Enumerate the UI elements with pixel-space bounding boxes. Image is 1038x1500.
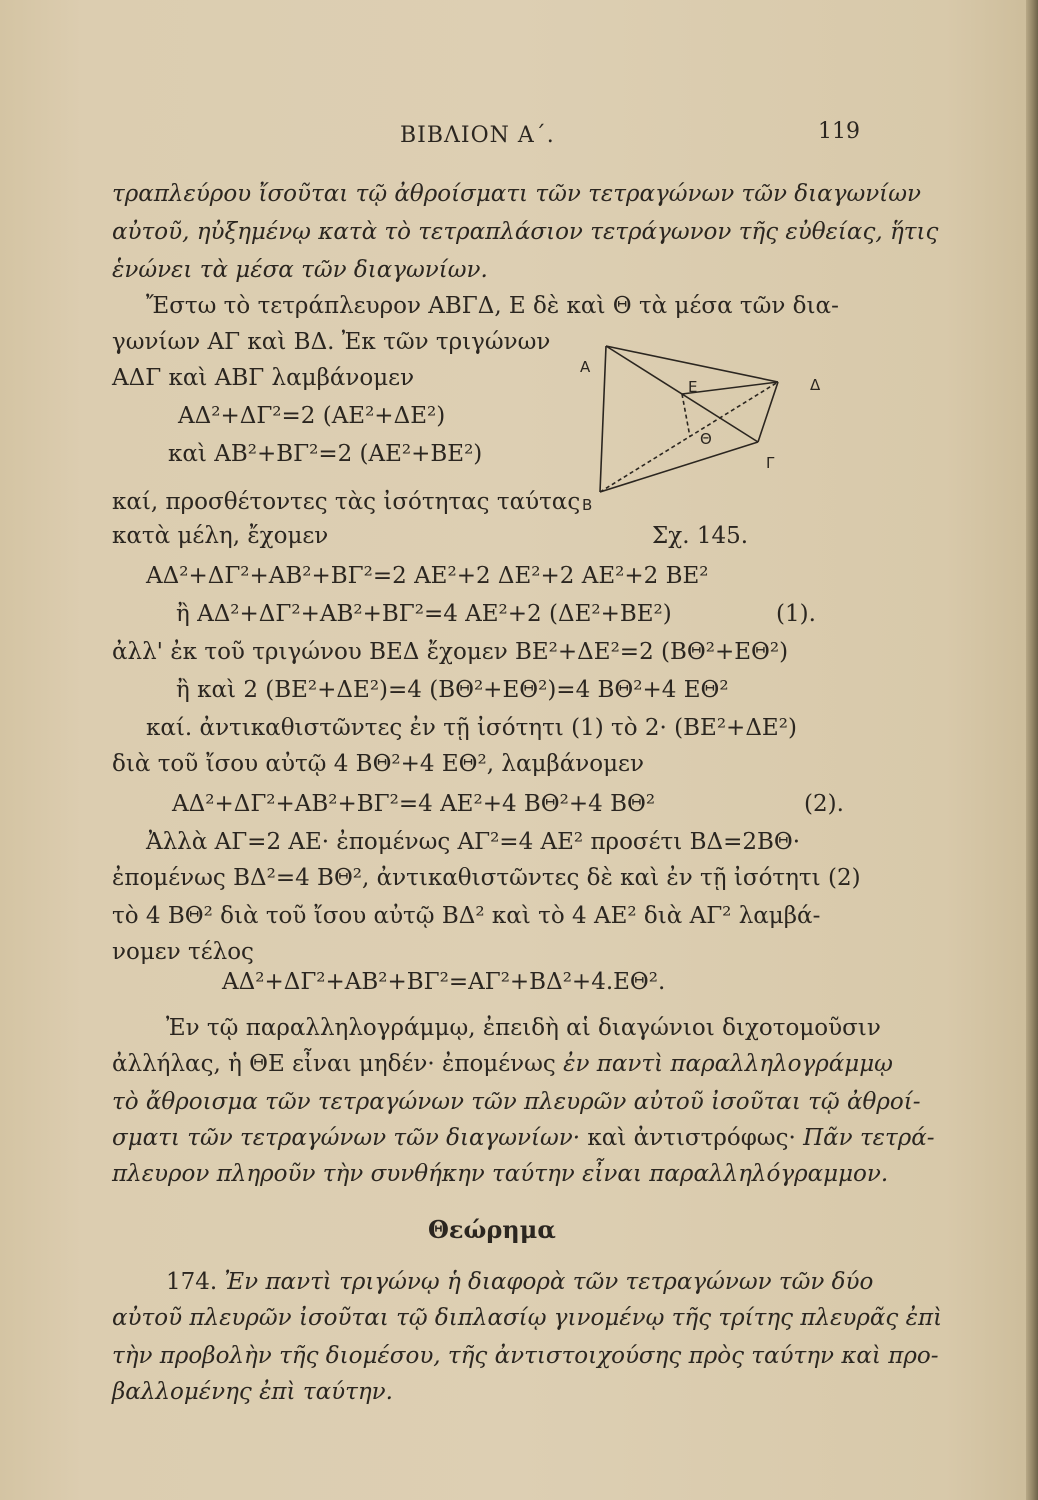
text-line-4: Ἔστω τὸ τετράπλευρον ΑΒΓΔ, Ε δὲ καὶ Θ τὰ μέσα τῶν δια-	[146, 293, 839, 319]
text-line-9: καί, προσθέτοντες τὰς ἰσότητας ταύτας	[112, 489, 581, 515]
text-line-24-plain: ἀλλήλας, ἡ ΘΕ εἶναι μηδέν· ἐπομένως	[112, 1051, 556, 1077]
text-line-24	[112, 1050, 893, 1078]
side-BA	[600, 346, 606, 492]
side-DG	[758, 382, 778, 442]
text-line-3: ἑνώνει τὰ μέσα τῶν διαγωνίων.	[112, 257, 488, 283]
text-line-15: καί. ἀντικαθιστῶντες ἐν τῇ ἰσότητι (1) τὸ 2· (ΒΕ²+ΔΕ²)	[146, 715, 797, 741]
theorem-line-2: αὐτοῦ πλευρῶν ἰσοῦται τῷ διπλασίῳ γινομένῳ τῆς τρίτης πλευρᾶς ἐπὶ	[112, 1305, 943, 1331]
label-D: Δ	[810, 376, 821, 394]
segment-E-TH	[682, 394, 690, 437]
equation-6-number: (2).	[804, 791, 844, 817]
equation-1: ΑΔ²+ΔΓ²=2 (ΑΕ²+ΔΕ²)	[178, 403, 446, 429]
equation-4-number: (1).	[776, 601, 816, 627]
theorem-text-1: Ἐν παντὶ τριγώνῳ ἡ διαφορὰ τῶν τετραγώνων τῶν δύο	[224, 1269, 874, 1295]
equation-2: καὶ ΑΒ²+ΒΓ²=2 (ΑΕ²+ΒΕ²)	[168, 441, 483, 467]
figure-caption: Σχ. 145.	[652, 523, 749, 549]
text-line-6: ΑΔΓ καὶ ΑΒΓ λαμβάνομεν	[112, 365, 415, 391]
side-AD	[606, 346, 778, 382]
label-TH: Θ	[700, 430, 712, 448]
equation-5: ἢ καὶ 2 (ΒΕ²+ΔΕ²)=4 (ΒΘ²+ΕΘ²)=4 ΒΘ²+4 ΕΘ²	[176, 677, 729, 703]
page-edge	[1026, 0, 1038, 1500]
label-A: Α	[580, 358, 591, 376]
text-line-1: τραπλεύρου ἴσοῦται τῷ ἀθροίσματι τῶν τετραγώνων τῶν διαγωνίων	[112, 181, 921, 207]
text-line-16: διὰ τοῦ ἴσου αὐτῷ 4 ΒΘ²+4 ΕΘ², λαμβάνομεν	[112, 751, 644, 777]
section-heading: Θεώρημα	[428, 1215, 556, 1244]
label-B: Β	[582, 496, 593, 512]
equation-7: ΑΔ²+ΔΓ²+ΑΒ²+ΒΓ²=ΑΓ²+ΒΔ²+4.ΕΘ².	[222, 969, 666, 995]
text-line-20: τὸ 4 ΒΘ² διὰ τοῦ ἴσου αὐτῷ ΒΔ² καὶ τὸ 4 ΑΕ² διὰ ΑΓ² λαμβά-	[112, 903, 821, 929]
text-line-24-italic: ἐν παντὶ παραλληλογράμμῳ	[563, 1051, 893, 1077]
text-line-25: τὸ ἄθροισμα τῶν τετραγώνων τῶν πλευρῶν αὐτοῦ ἰσοῦται τῷ ἀθροί-	[112, 1089, 921, 1115]
theorem-number: 174.	[166, 1269, 218, 1295]
running-header: ΒΙΒΛΙΟΝ Α΄.	[400, 123, 555, 148]
text-line-10: κατὰ μέλη, ἔχομεν	[112, 523, 329, 549]
text-line-23: Ἐν τῷ παραλληλογράμμῳ, ἐπειδὴ αἱ διαγώνιοι διχοτομοῦσιν	[166, 1015, 881, 1041]
theorem-line-3: τὴν προβολὴν τῆς διομέσου, τῆς ἀντιστοιχούσης πρὸς ταύτην καὶ προ-	[112, 1343, 939, 1369]
page-number: 119	[818, 119, 860, 144]
text-line-27: πλευρον πληροῦν τὴν συνθήκην ταύτην εἶναι παραλληλόγραμμον.	[112, 1161, 889, 1187]
equation-4: ἢ ΑΔ²+ΔΓ²+ΑΒ²+ΒΓ²=4 ΑΕ²+2 (ΔΕ²+ΒΕ²)	[176, 601, 672, 627]
equation-3: ΑΔ²+ΔΓ²+ΑΒ²+ΒΓ²=2 ΑΕ²+2 ΔΕ²+2 ΑΕ²+2 ΒΕ²	[146, 563, 709, 589]
side-GB	[600, 442, 758, 492]
text-line-26-italic: σματι τῶν τετραγώνων τῶν διαγωνίων·	[112, 1125, 581, 1151]
quadrilateral-figure	[578, 332, 838, 512]
text-line-26-plain: καὶ ἀντιστρόφως·	[587, 1125, 796, 1151]
label-E: Ε	[688, 378, 698, 396]
text-line-2: αὐτοῦ, ηὐξημένῳ κατὰ τὸ τετραπλάσιον τετράγωνον τῆς εὐθείας, ἥτις	[112, 219, 939, 245]
text-line-21: νομεν τέλος	[112, 939, 254, 965]
text-line-26-italic-2: Πᾶν τετρά-	[803, 1125, 935, 1151]
text-line-26	[112, 1124, 935, 1152]
theorem-line-1	[166, 1268, 873, 1296]
label-G: Γ	[766, 454, 775, 472]
text-line-19: ἐπομένως ΒΔ²=4 ΒΘ², ἀντικαθιστῶντες δὲ καὶ ἐν τῇ ἰσότητι (2)	[112, 865, 861, 891]
text-line-18: Ἀλλὰ ΑΓ=2 ΑΕ· ἐπομένως ΑΓ²=4 ΑΕ² προσέτι ΒΔ=2ΒΘ·	[146, 829, 801, 855]
equation-6: ΑΔ²+ΔΓ²+ΑΒ²+ΒΓ²=4 ΑΕ²+4 ΒΘ²+4 ΒΘ²	[172, 791, 656, 817]
theorem-line-4: βαλλομένης ἐπὶ ταύτην.	[112, 1379, 393, 1405]
text-line-13: ἀλλ' ἐκ τοῦ τριγώνου ΒΕΔ ἔχομεν ΒΕ²+ΔΕ²=2 (ΒΘ²+ΕΘ²)	[112, 639, 789, 665]
text-line-5: γωνίων ΑΓ καὶ ΒΔ. Ἐκ τῶν τριγώνων	[112, 329, 551, 355]
